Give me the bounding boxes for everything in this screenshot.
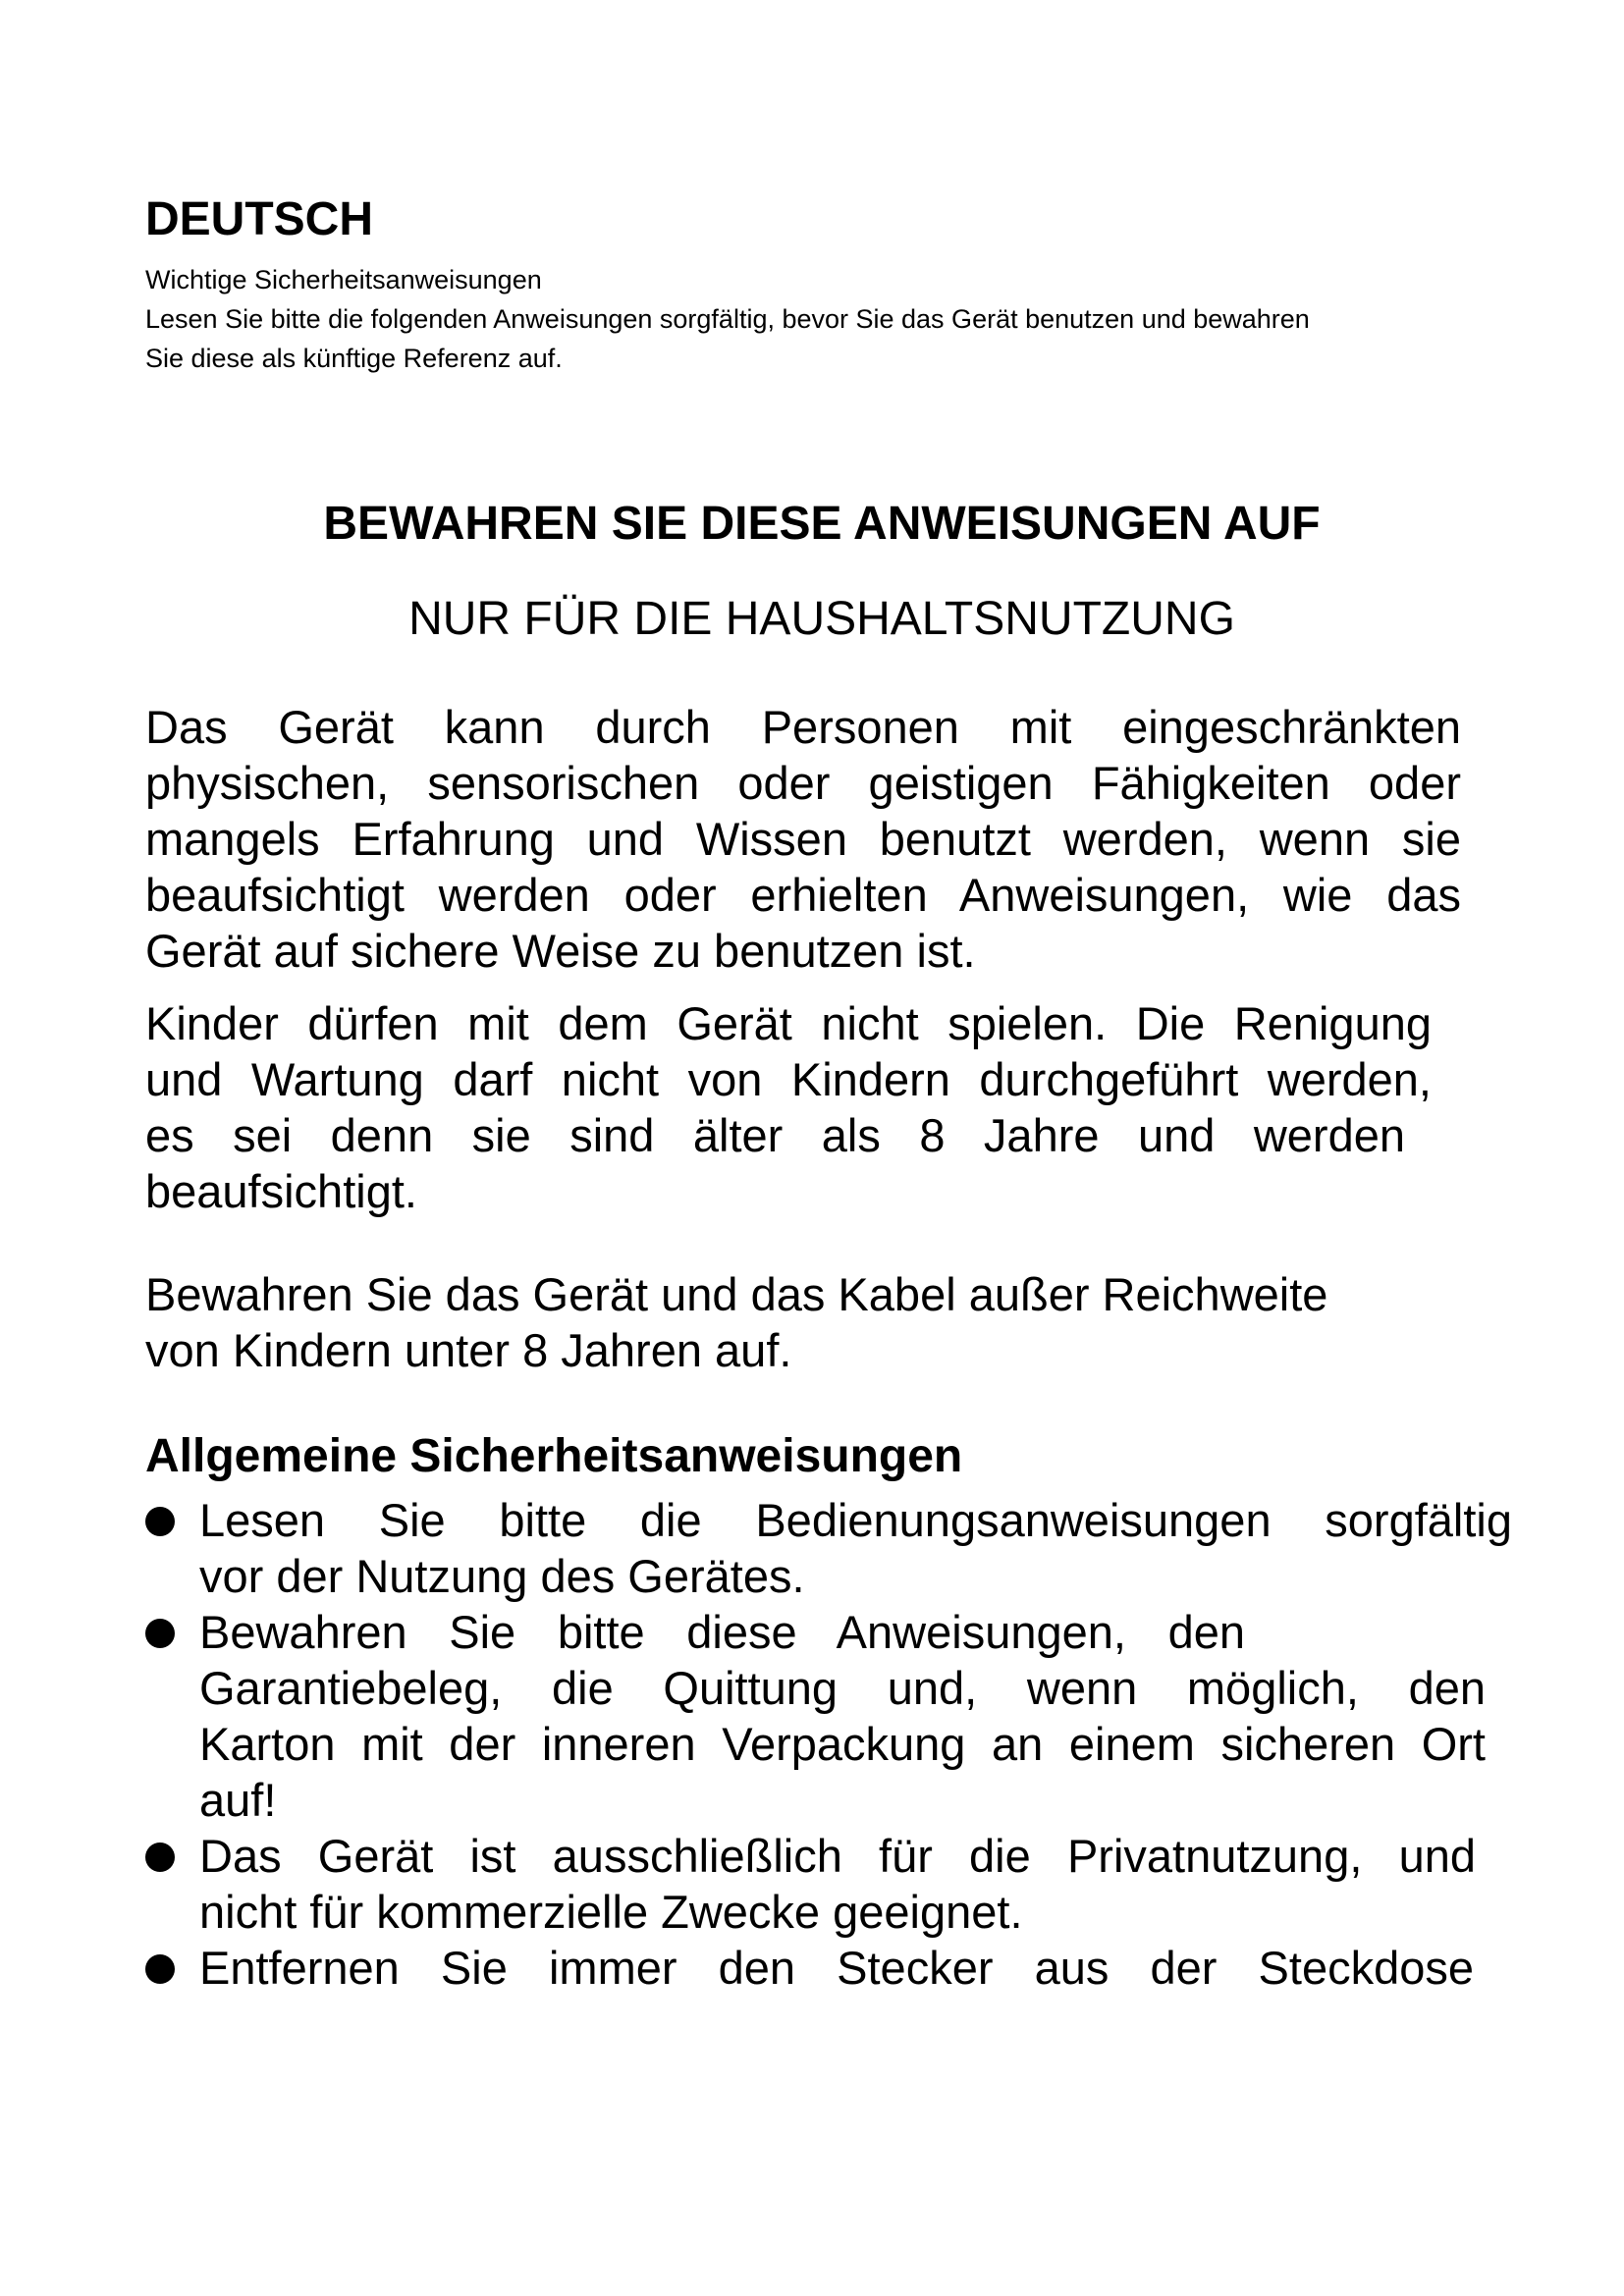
intro-line-2: Sie diese als künftige Referenz auf. <box>145 344 563 373</box>
bullet-dot-icon <box>145 1954 175 1984</box>
paragraph-line: Kinder dürfen mit dem Gerät nicht spielen. Die Renigung <box>145 997 1432 1049</box>
paragraph-line: Gerät auf sichere Weise zu benutzen ist. <box>145 925 976 977</box>
paragraph-line: physischen, sensorischen oder geistigen Fähigkeiten oder <box>145 757 1461 809</box>
paragraph-line: Bewahren Sie das Gerät und das Kabel außer Reichweite <box>145 1268 1328 1320</box>
bullet-line: Entfernen Sie immer den Stecker aus der Steckdose <box>199 1942 1474 1994</box>
paragraph-line: von Kindern unter 8 Jahren auf. <box>145 1324 792 1376</box>
paragraph-line: und Wartung darf nicht von Kindern durchgeführt werden, <box>145 1053 1432 1105</box>
safety-subtitle: Wichtige Sicherheitsanweisungen <box>145 265 542 294</box>
bullet-dot-icon <box>145 1842 175 1872</box>
paragraph-reach <box>145 1266 1461 1378</box>
list-item <box>145 1940 1512 1996</box>
paragraph-line: beaufsichtigt werden oder erhielten Anweisungen, wie das <box>145 869 1461 921</box>
bullet-dot-icon <box>145 1507 175 1536</box>
paragraph-line: mangels Erfahrung und Wissen benutzt werden, wenn sie <box>145 813 1461 865</box>
paragraph-line: es sei denn sie sind älter als 8 Jahre und werden <box>145 1109 1405 1161</box>
keep-instructions-heading: BEWAHREN SIE DIESE ANWEISUNGEN AUF <box>323 498 1321 550</box>
paragraph-line: Das Gerät kann durch Personen mit eingeschränkten <box>145 701 1461 753</box>
bullet-line: Das Gerät ist ausschließlich für die Privatnutzung, und <box>199 1830 1476 1882</box>
bullet-line: Bewahren Sie bitte diese Anweisungen, den <box>199 1606 1245 1658</box>
household-use-notice: NUR FÜR DIE HAUSHALTSNUTZUNG <box>408 593 1235 645</box>
list-item <box>145 1492 1512 1604</box>
safety-bullet-list <box>145 1492 1512 1996</box>
bullet-line: vor der Nutzung des Gerätes. <box>199 1550 805 1602</box>
paragraph-capabilities <box>145 699 1461 979</box>
paragraph-children <box>145 995 1432 1219</box>
bullet-line: auf! <box>199 1774 277 1826</box>
list-item <box>145 1828 1512 1940</box>
intro-line-1: Lesen Sie bitte die folgenden Anweisungen sorgfältig, bevor Sie das Gerät benutzen und bewahren <box>145 304 1310 334</box>
list-item <box>145 1604 1512 1828</box>
bullet-line: nicht für kommerzielle Zwecke geeignet. <box>199 1886 1023 1938</box>
bullet-line: Karton mit der inneren Verpackung an einem sicheren Ort <box>199 1718 1486 1770</box>
paragraph-line: beaufsichtigt. <box>145 1165 417 1217</box>
intro-block <box>145 260 1520 378</box>
general-safety-heading: Allgemeine Sicherheitsanweisungen <box>145 1430 963 1482</box>
bullet-line: Lesen Sie bitte die Bedienungsanweisungen sorgfältig <box>199 1494 1512 1546</box>
bullet-dot-icon <box>145 1619 175 1648</box>
bullet-line: Garantiebeleg, die Quittung und, wenn möglich, den <box>199 1662 1486 1714</box>
language-title: DEUTSCH <box>145 193 374 245</box>
